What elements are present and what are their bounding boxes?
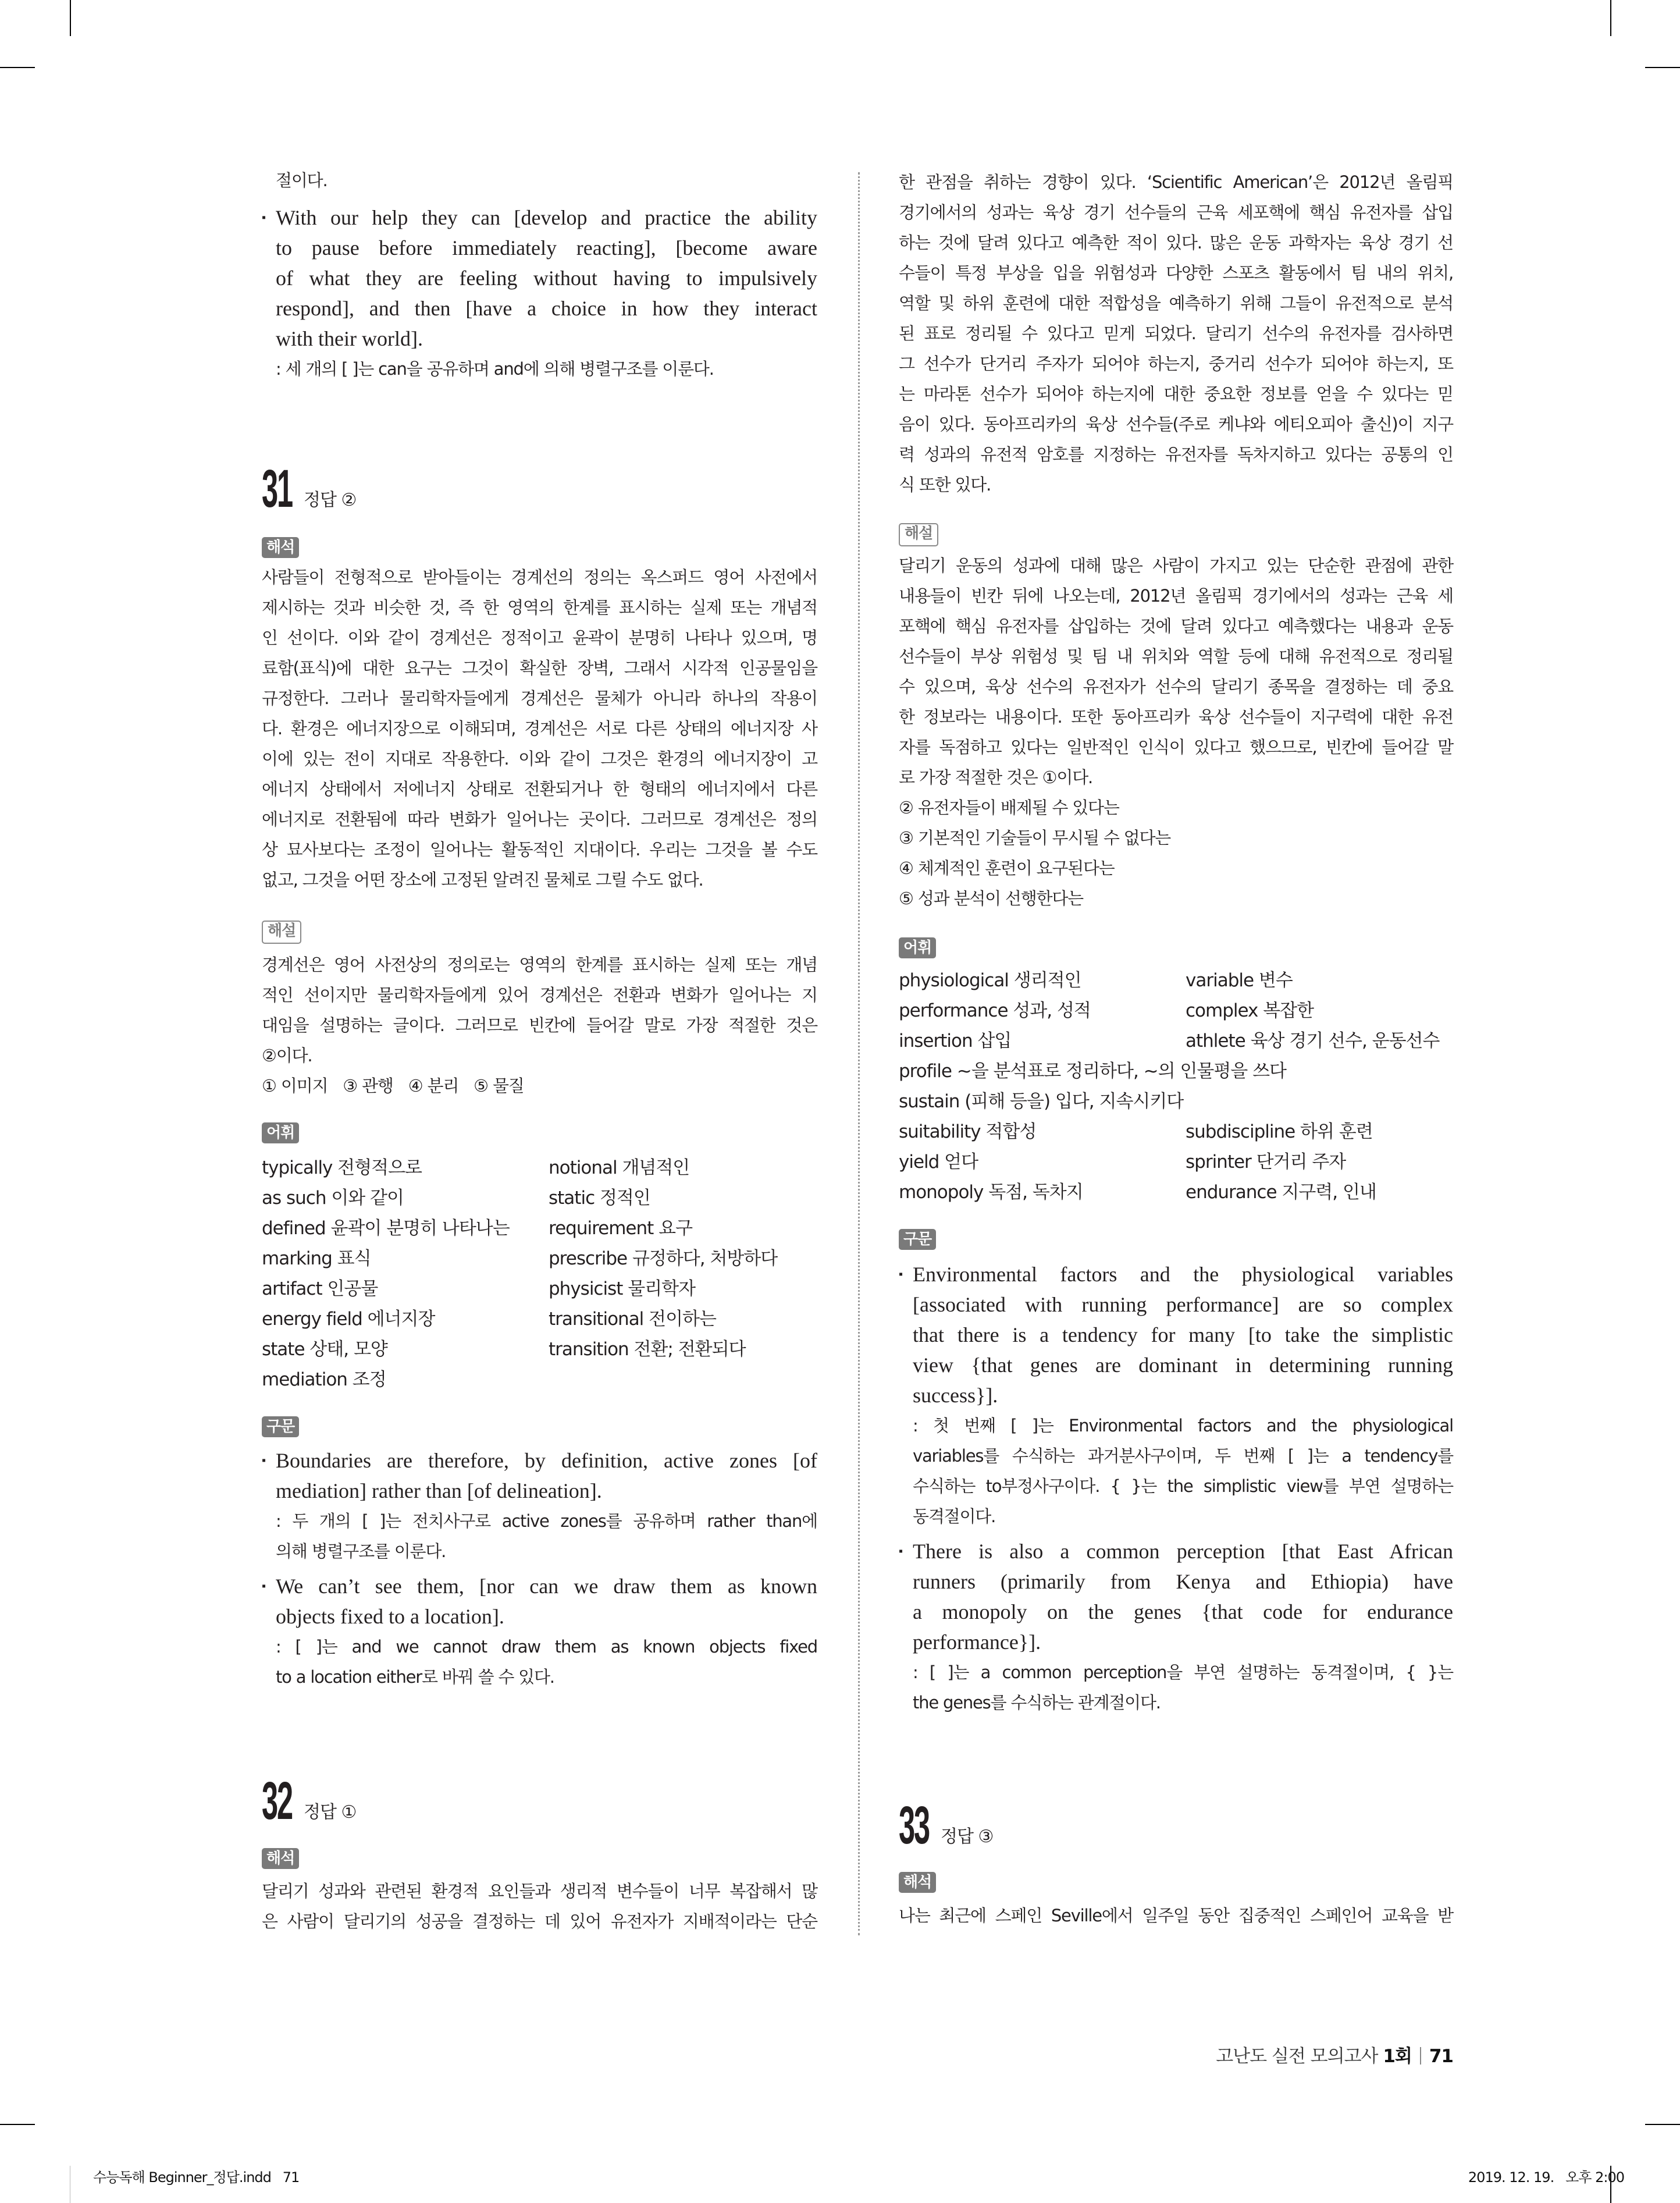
text-line: ② 유전자들이 배제될 수 있다는 bbox=[899, 798, 1119, 818]
text-line: 하는 것에 달려 있다고 예측한 적이 있다. 많은 운동 과학자는 육상 경기 선 bbox=[899, 233, 1453, 253]
vocab-list bbox=[262, 1153, 817, 1395]
vocab-row bbox=[899, 996, 1453, 1026]
syntax-note bbox=[899, 1657, 1453, 1718]
text-line: 적인 선이지만 물리학자들에게 있어 경계선은 전환과 변화가 일어나는 지 bbox=[262, 985, 817, 1005]
answer-label: 정답 ① bbox=[304, 1802, 357, 1822]
slug-timestamp: 2019. 12. 19. 오후 2:00 bbox=[1468, 2169, 1624, 2186]
bullet-icon: ▪ bbox=[262, 1454, 266, 1467]
syntax-note bbox=[262, 1506, 817, 1566]
answer-choices bbox=[899, 793, 1453, 914]
english-sentence bbox=[276, 1445, 817, 1506]
vocab-entry: physicist 물리학자 bbox=[549, 1278, 696, 1299]
text-line: performance}]. bbox=[913, 1630, 1041, 1654]
translation-text-continued bbox=[899, 167, 1453, 500]
syntax-badge: 구문 bbox=[262, 1416, 299, 1437]
text-line: 없고, 그것을 어떤 장소에 고정된 알려진 물체로 그릴 수도 없다. bbox=[262, 870, 703, 890]
vocab-entry: profile ~을 분석표로 정리하다, ~의 인물평을 쓰다 bbox=[899, 1061, 1286, 1082]
explanation-badge: 해설 bbox=[262, 921, 301, 944]
vocab-entry: sprinter 단거리 주자 bbox=[1186, 1152, 1346, 1172]
text-line: 는 마라톤 선수가 되어야 하는지에 대한 중요한 정보를 얻을 수 있다는 믿 bbox=[899, 384, 1453, 404]
text-line: mediation] rather than [of delineation]. bbox=[276, 1479, 602, 1502]
answer-label: 정답 ② bbox=[304, 490, 357, 510]
vocab-row bbox=[262, 1274, 817, 1304]
choice: ④ 분리 bbox=[408, 1076, 459, 1096]
vocab-entry: mediation 조정 bbox=[262, 1369, 386, 1390]
syntax-list bbox=[899, 1259, 1453, 1722]
vocab-entry: variable 변수 bbox=[1186, 970, 1293, 991]
text-line: 다. 환경은 에너지장으로 이해되며, 경계선은 서로 다른 상태의 에너지장 사 bbox=[262, 719, 817, 738]
question-33-header bbox=[899, 1796, 994, 1855]
text-line: 사람들이 전형적으로 받아들이는 경계선의 정의는 옥스퍼드 영어 사전에서 bbox=[262, 567, 817, 587]
text-line: view {that genes are dominant in determining running bbox=[913, 1353, 1453, 1377]
text-line: 된 표로 정리될 수 있다고 믿게 되었다. 달리기 선수의 유전자를 검사하면 bbox=[899, 324, 1453, 343]
syntax-item bbox=[899, 1259, 1453, 1532]
text-line: : [ ]는 and we cannot draw them as known objects fixed bbox=[276, 1637, 817, 1657]
page-footer bbox=[1216, 2041, 1453, 2067]
text-line: 상 묘사보다는 조정이 일어나는 활동적인 지대이다. 우리는 그것을 볼 수도 bbox=[262, 840, 817, 859]
left-continuation bbox=[276, 165, 817, 196]
crop-mark bbox=[1645, 67, 1680, 68]
bullet-icon: ▪ bbox=[262, 1580, 266, 1593]
answer-choices bbox=[262, 1071, 539, 1101]
vocab-entry: subdiscipline 하위 훈련 bbox=[1186, 1121, 1373, 1142]
syntax-item bbox=[262, 1571, 817, 1692]
text-line: objects fixed to a location]. bbox=[276, 1605, 504, 1628]
text-line: : 두 개의 [ ]는 전치사구로 active zones를 공유하며 rather than에 bbox=[276, 1511, 817, 1531]
question-32-header bbox=[262, 1771, 357, 1831]
text-line: 이에 있는 전이 지대로 작용한다. 이와 같이 그것은 환경의 에너지장이 고 bbox=[262, 749, 817, 769]
vocab-row bbox=[899, 1147, 1453, 1177]
text-line: 그 선수가 단거리 주자가 되어야 하는지, 중거리 선수가 되어야 하는지, 또 bbox=[899, 354, 1453, 374]
english-sentence bbox=[276, 202, 817, 354]
text-line: respond], and then [have a choice in how they interact bbox=[276, 297, 817, 320]
vocab-entry: state 상태, 모양 bbox=[262, 1339, 387, 1360]
answer-label: 정답 ③ bbox=[941, 1827, 994, 1847]
text-line: 제시하는 것과 비슷한 것, 즉 한 영역의 한계를 표시하는 실제 또는 개념적 bbox=[262, 598, 817, 617]
syntax-item bbox=[899, 1536, 1453, 1718]
text-line: 선수들이 부상 위험성 및 팀 내 위치와 역할 등에 대해 유전적으로 정리될 bbox=[899, 646, 1453, 666]
question-number: 32 bbox=[262, 1771, 292, 1831]
bullet-icon: ▪ bbox=[262, 211, 266, 224]
crop-mark bbox=[0, 67, 35, 68]
choice: ① 이미지 bbox=[262, 1076, 328, 1096]
choice: ⑤ 물질 bbox=[474, 1076, 524, 1096]
vocab-entry: suitability 적합성 bbox=[899, 1121, 1037, 1142]
text-line: 수들이 특정 부상을 입을 위험성과 다양한 스포츠 활동에서 팀 내의 위치, bbox=[899, 263, 1453, 283]
syntax-note bbox=[899, 1410, 1453, 1532]
english-sentence bbox=[276, 1571, 817, 1632]
text-line: success}]. bbox=[913, 1384, 998, 1407]
bullet-icon: ▪ bbox=[899, 1545, 903, 1558]
vocab-row bbox=[899, 965, 1453, 996]
vocab-row bbox=[899, 1056, 1453, 1086]
vocab-entry: athlete 육상 경기 선수, 운동선수 bbox=[1186, 1031, 1440, 1051]
vocab-entry: sustain (피해 등을) 입다, 지속시키다 bbox=[899, 1091, 1184, 1112]
vocab-row bbox=[899, 1117, 1453, 1147]
text-line: 수식하는 to부정사구이다. { }는 the simplistic view를 부연 설명하는 bbox=[913, 1476, 1453, 1496]
vocab-entry: transitional 전이하는 bbox=[549, 1309, 716, 1330]
text-line: with their world]. bbox=[276, 327, 423, 350]
text-line: Environmental factors and the physiological variables bbox=[913, 1263, 1453, 1286]
text-line: 은 사람이 달리기의 성공을 결정하는 데 있어 유전자가 지배적이라는 단순 bbox=[262, 1911, 817, 1931]
translation-text bbox=[262, 562, 817, 895]
text-line: 달리기 성과와 관련된 환경적 요인들과 생리적 변수들이 너무 복잡해서 많 bbox=[262, 1881, 817, 1901]
text-line: : [ ]는 a common perception을 부연 설명하는 동격절이며, { }는 bbox=[913, 1662, 1453, 1682]
translation-section bbox=[262, 537, 299, 558]
vocab-entry: defined 윤곽이 분명히 나타나는 bbox=[262, 1218, 510, 1239]
syntax-section bbox=[899, 1229, 936, 1250]
syntax-note bbox=[262, 1632, 817, 1692]
text-line: 역할 및 하위 훈련에 대한 적합성을 예측하기 위해 그들이 유전적으로 분석 bbox=[899, 293, 1453, 313]
text-line: 내용들이 빈칸 뒤에 나오는데, 2012년 올림픽 경기에서의 성과는 근육 세 bbox=[899, 586, 1453, 606]
text-line: ②이다. bbox=[262, 1046, 312, 1065]
text-line: variables를 수식하는 과거분사구이며, 두 번째 [ ]는 a tendency를 bbox=[913, 1446, 1453, 1466]
translation-text bbox=[899, 1900, 1453, 1931]
text-line: Boundaries are therefore, by definition, active zones [of bbox=[276, 1449, 817, 1472]
text-line: 포핵에 핵심 유전자를 삽입하는 것에 달려 있다고 예측했다는 내용과 운동 bbox=[899, 616, 1453, 636]
text-line: runners (primarily from Kenya and Ethiopia) have bbox=[913, 1570, 1453, 1593]
translation-text bbox=[262, 1876, 817, 1936]
vocab-row bbox=[899, 1026, 1453, 1056]
vocab-row bbox=[899, 1177, 1453, 1207]
vocab-badge: 어휘 bbox=[899, 937, 936, 958]
crop-mark bbox=[70, 0, 71, 36]
text-line: the genes를 수식하는 관계절이다. bbox=[913, 1693, 1161, 1712]
vocab-row bbox=[262, 1213, 817, 1243]
text-line: of what they are feeling without having to impulsively bbox=[276, 267, 817, 290]
vocab-row bbox=[262, 1365, 817, 1395]
text-line: 력 성과의 유전적 암호를 지정하는 유전자를 독차지하고 있다는 공통의 인 bbox=[899, 445, 1453, 464]
question-31-header bbox=[262, 459, 357, 518]
bullet-icon: ▪ bbox=[899, 1268, 903, 1281]
vocab-entry: yield 얻다 bbox=[899, 1152, 978, 1172]
text-line: 규정한다. 그러나 물리학자들에게 경계선은 물체가 아니라 하나의 작용이 bbox=[262, 688, 817, 708]
text-line: 경기에서의 성과는 육상 경기 선수들의 근육 세포핵에 핵심 유전자를 삽입 bbox=[899, 202, 1453, 222]
text-line: 의해 병렬구조를 이룬다. bbox=[276, 1541, 446, 1561]
text-line: ⑤ 성과 분석이 선행한다는 bbox=[899, 889, 1083, 908]
translation-badge: 해석 bbox=[262, 1848, 299, 1869]
syntax-badge: 구문 bbox=[899, 1229, 936, 1250]
text-line: 에너지로 전환됨에 따라 변화가 일어나는 곳이다. 그러므로 경계선은 정의 bbox=[262, 809, 817, 829]
page-number: 71 bbox=[1429, 2046, 1453, 2067]
crop-mark bbox=[1610, 0, 1611, 36]
text-line: 료함(표식)에 대한 요구는 그것이 확실한 장벽, 그래서 시각적 인공물임을 bbox=[262, 658, 817, 678]
question-number: 31 bbox=[262, 459, 292, 518]
vocab-entry: energy field 에너지장 bbox=[262, 1309, 435, 1330]
vocab-entry: physiological 생리적인 bbox=[899, 970, 1081, 991]
text-line: 경계선은 영어 사전상의 정의로는 영역의 한계를 표시하는 실제 또는 개념 bbox=[262, 955, 817, 975]
footer-separator bbox=[1420, 2047, 1421, 2065]
text-line: ③ 기본적인 기술들이 무시될 수 없다는 bbox=[899, 828, 1171, 848]
vocab-row bbox=[262, 1183, 817, 1213]
syntax-item bbox=[262, 1445, 817, 1566]
vocab-entry: prescribe 규정하다, 처방하다 bbox=[549, 1248, 778, 1269]
text-line: 한 정보라는 내용이다. 또한 동아프리카 육상 선수들이 지구력에 대한 유전 bbox=[899, 707, 1453, 727]
english-sentence bbox=[913, 1536, 1453, 1657]
crop-mark bbox=[0, 2124, 35, 2125]
vocab-row bbox=[262, 1334, 817, 1365]
text-line: We can’t see them, [nor can we draw them as known bbox=[276, 1575, 817, 1598]
translation-section bbox=[262, 1848, 299, 1869]
syntax-bullet bbox=[262, 202, 817, 384]
translation-badge: 해석 bbox=[262, 537, 299, 558]
vocab-entry: typically 전형적으로 bbox=[262, 1157, 422, 1178]
vocab-list bbox=[899, 965, 1453, 1207]
text-line: 로 가장 적절한 것은 ①이다. bbox=[899, 768, 1093, 787]
text-line: 인 선이다. 이와 같이 경계선은 정적이고 윤곽이 분명히 나타나 있으며, 명 bbox=[262, 628, 817, 648]
explanation-text bbox=[262, 950, 817, 1071]
text-line: to a location either로 바꿔 쓸 수 있다. bbox=[276, 1667, 554, 1687]
choice: ③ 관행 bbox=[343, 1076, 393, 1096]
slug-filename: 수능독해 Beginner_정답.indd 71 bbox=[93, 2169, 300, 2186]
text-line: a monopoly on the genes {that code for endurance bbox=[913, 1600, 1453, 1623]
column-divider bbox=[858, 172, 860, 1935]
text-line: 음이 있다. 동아프리카의 육상 선수들(주로 케냐와 에티오피아 출신)이 지구 bbox=[899, 414, 1453, 434]
explanation-text bbox=[899, 550, 1453, 793]
text-line: 자를 독점하고 있다는 일반적인 인식이 있다고 했으므로, 빈칸에 들어갈 말 bbox=[899, 737, 1453, 757]
vocab-entry: monopoly 독점, 독차지 bbox=[899, 1182, 1083, 1203]
text-line: 식 또한 있다. bbox=[899, 475, 991, 495]
english-sentence bbox=[913, 1259, 1453, 1410]
text-line: 대임을 설명하는 글이다. 그러므로 빈칸에 들어갈 말로 가장 적절한 것은 bbox=[262, 1015, 817, 1035]
text-line: ④ 체계적인 훈련이 요구된다는 bbox=[899, 858, 1115, 878]
text-line: : 첫 번째 [ ]는 Environmental factors and the physiological bbox=[913, 1416, 1453, 1435]
vocab-entry: insertion 삽입 bbox=[899, 1031, 1012, 1051]
text-line: 한 관점을 취하는 경향이 있다. ‘Scientific American’은 2012년 올림픽 bbox=[899, 172, 1453, 192]
vocab-entry: complex 복잡한 bbox=[1186, 1000, 1314, 1021]
text-line: 수 있으며, 육상 선수의 유전자가 선수의 달리기 종목을 결정하는 데 중요 bbox=[899, 677, 1453, 697]
vocab-entry: static 정적인 bbox=[549, 1188, 650, 1209]
crop-mark bbox=[1645, 2124, 1680, 2125]
vocab-entry: requirement 요구 bbox=[549, 1218, 693, 1239]
question-number: 33 bbox=[899, 1796, 929, 1855]
vocab-row bbox=[262, 1243, 817, 1274]
vocab-row bbox=[899, 1086, 1453, 1117]
translation-badge: 해석 bbox=[899, 1872, 936, 1893]
vocab-entry: endurance 지구력, 인내 bbox=[1186, 1182, 1376, 1203]
text-line: that there is a tendency for many [to take the simplistic bbox=[913, 1323, 1453, 1346]
footer-title: 고난도 실전 모의고사 bbox=[1216, 2046, 1378, 2067]
text-line: : 세 개의 [ ]는 can을 공유하며 and에 의해 병렬구조를 이룬다. bbox=[276, 359, 714, 379]
vocab-section bbox=[899, 937, 936, 958]
vocab-badge: 어휘 bbox=[262, 1122, 299, 1143]
text-line: 에너지 상태에서 저에너지 상태로 전환되거나 한 형태의 에너지에서 다른 bbox=[262, 779, 817, 799]
vocab-entry: notional 개념적인 bbox=[549, 1157, 690, 1178]
vocab-entry: as such 이와 같이 bbox=[262, 1188, 404, 1209]
vocab-entry: marking 표식 bbox=[262, 1248, 371, 1269]
vocab-entry: performance 성과, 성적 bbox=[899, 1000, 1091, 1021]
text-line: 나는 최근에 스페인 Seville에서 일주일 동안 집중적인 스페인어 교육을 받 bbox=[899, 1906, 1453, 1925]
syntax-note bbox=[262, 354, 817, 384]
text-line: 동격절이다. bbox=[913, 1506, 996, 1526]
text-line: 절이다. bbox=[276, 170, 328, 190]
text-line: With our help they can [develop and practice the ability bbox=[276, 206, 817, 229]
vocab-entry: artifact 인공물 bbox=[262, 1278, 378, 1299]
vocab-row bbox=[262, 1153, 817, 1183]
explanation-section bbox=[899, 523, 938, 546]
vocab-section bbox=[262, 1122, 299, 1143]
syntax-section bbox=[262, 1416, 299, 1437]
explanation-section bbox=[262, 921, 301, 944]
text-line: [associated with running performance] are so complex bbox=[913, 1293, 1453, 1316]
translation-section bbox=[899, 1872, 936, 1893]
text-line: There is also a common perception [that East African bbox=[913, 1540, 1453, 1563]
footer-round: 1회 bbox=[1383, 2046, 1412, 2067]
text-line: 달리기 운동의 성과에 대해 많은 사람이 가지고 있는 단순한 관점에 관한 bbox=[899, 556, 1453, 575]
syntax-list bbox=[262, 1445, 817, 1697]
vocab-row bbox=[262, 1304, 817, 1334]
text-line: to pause before immediately reacting], [become aware bbox=[276, 236, 817, 260]
vocab-entry: transition 전환; 전환되다 bbox=[549, 1339, 746, 1360]
explanation-badge: 해설 bbox=[899, 523, 938, 546]
